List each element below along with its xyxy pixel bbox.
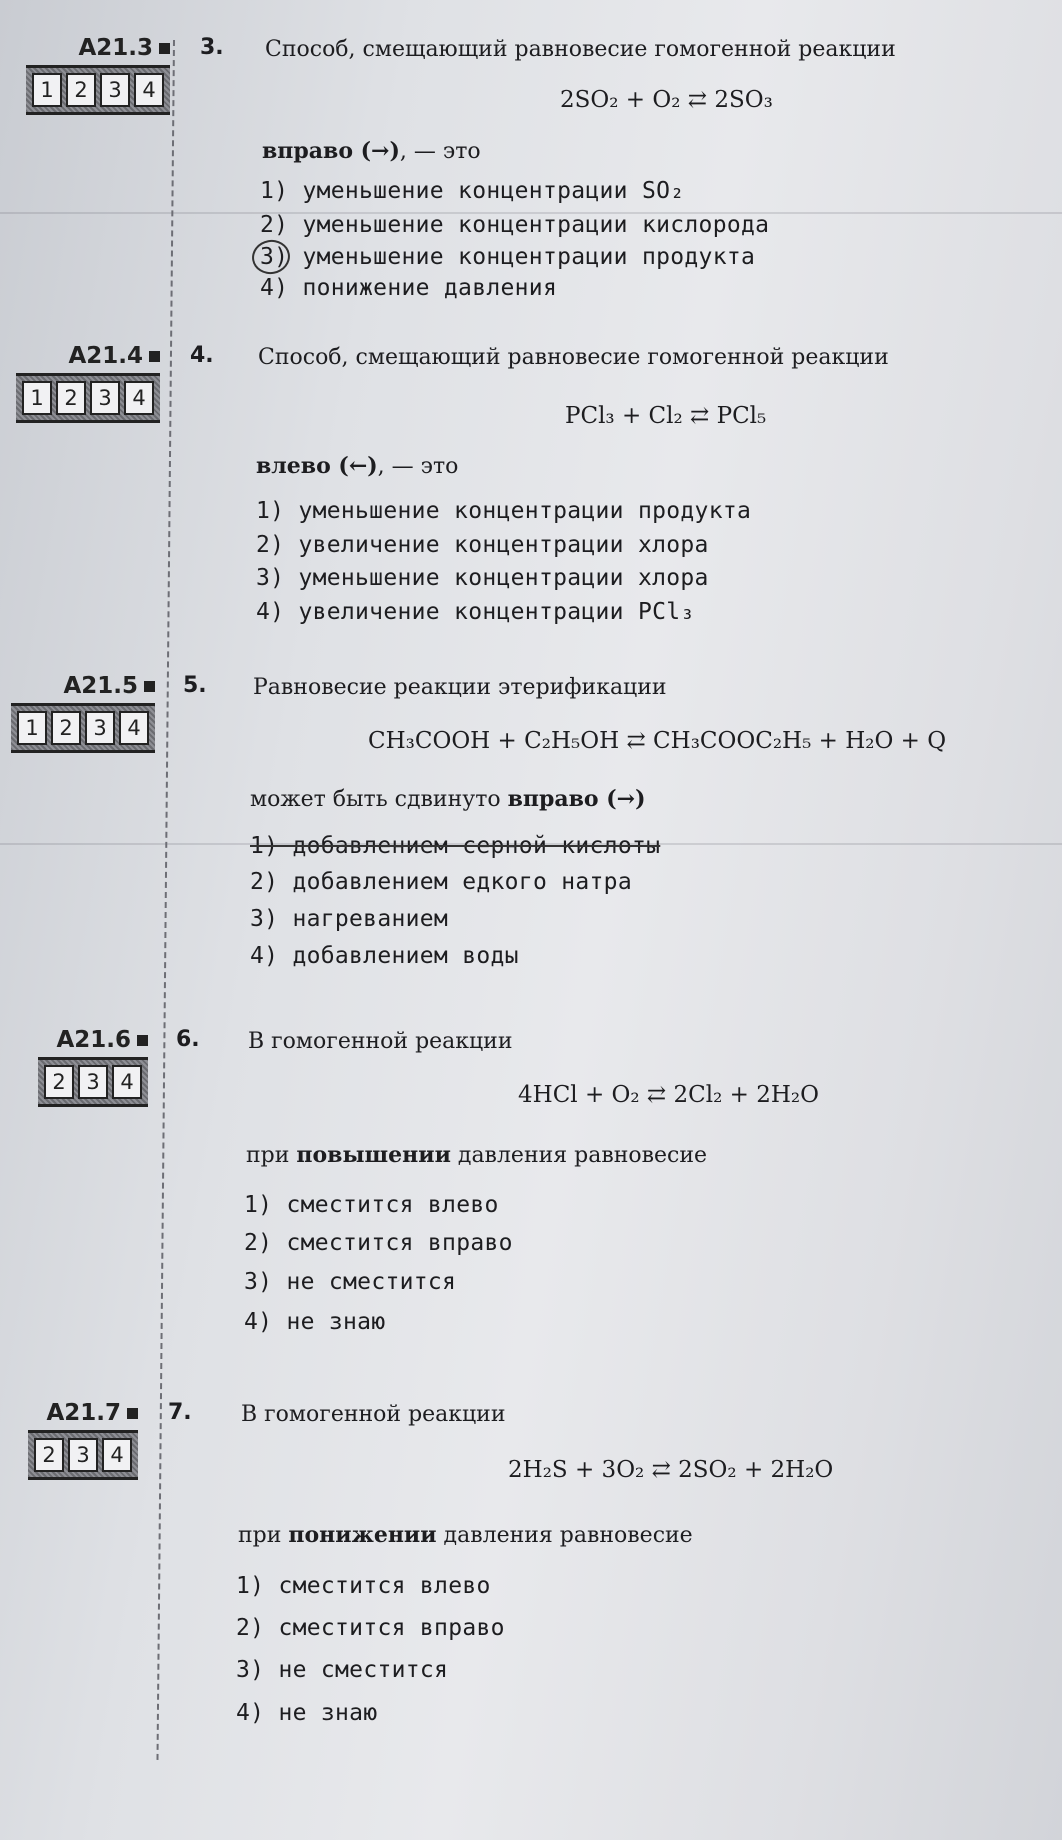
answer-option[interactable]: 1) сместится влево bbox=[244, 1192, 499, 1218]
answer-boxes bbox=[16, 373, 160, 423]
answer-option[interactable]: 1) уменьшение концентрации продукта bbox=[256, 498, 752, 524]
question-number: 5. bbox=[183, 673, 207, 698]
question-3 bbox=[0, 35, 1062, 315]
answer-box[interactable]: 4 bbox=[119, 711, 149, 745]
answer-option[interactable]: 1) сместится влево bbox=[236, 1573, 491, 1599]
answer-option[interactable]: 3) уменьшение концентрации продукта bbox=[260, 244, 756, 270]
direction-line: может быть сдвинуто вправо (→) bbox=[250, 786, 646, 812]
answer-option[interactable]: 2) уменьшение концентрации кислорода bbox=[260, 212, 770, 238]
answer-boxes bbox=[26, 65, 170, 115]
question-prompt: В гомогенной реакции bbox=[241, 1402, 506, 1427]
answer-option[interactable]: 4) не знаю bbox=[244, 1309, 386, 1335]
question-5 bbox=[0, 673, 1062, 973]
answer-option[interactable]: 3) не сместится bbox=[236, 1657, 449, 1683]
handwritten-circle-mark bbox=[249, 237, 292, 277]
answer-option[interactable]: 1) добавлением серной кислоты bbox=[250, 833, 661, 859]
question-code: A21.4 bbox=[68, 343, 160, 369]
answer-box[interactable]: 2 bbox=[51, 711, 81, 745]
answer-option[interactable]: 4) не знаю bbox=[236, 1700, 378, 1726]
answer-box[interactable]: 3 bbox=[78, 1065, 108, 1099]
question-7 bbox=[0, 1400, 1062, 1740]
question-number: 3. bbox=[200, 35, 224, 60]
question-code: A21.3 bbox=[78, 35, 170, 61]
answer-box[interactable]: 2 bbox=[66, 73, 96, 107]
answer-box[interactable]: 4 bbox=[134, 73, 164, 107]
answer-box[interactable]: 3 bbox=[90, 381, 120, 415]
answer-option[interactable]: 2) увеличение концентрации хлора bbox=[256, 532, 709, 558]
answer-option[interactable]: 3) не сместится bbox=[244, 1269, 457, 1295]
question-prompt: Способ, смещающий равновесие гомогенной реакции bbox=[265, 37, 896, 62]
answer-box[interactable]: 2 bbox=[34, 1438, 64, 1472]
reaction-equation: 2SO₂ + O₂ ⇄ 2SO₃ bbox=[560, 87, 773, 113]
question-prompt: Равновесие реакции этерификации bbox=[253, 675, 667, 700]
answer-box[interactable]: 1 bbox=[17, 711, 47, 745]
question-code: A21.5 bbox=[63, 673, 155, 699]
answer-box[interactable]: 4 bbox=[102, 1438, 132, 1472]
answer-box[interactable]: 3 bbox=[85, 711, 115, 745]
answer-box[interactable]: 1 bbox=[22, 381, 52, 415]
answer-option[interactable]: 3) уменьшение концентрации хлора bbox=[256, 565, 709, 591]
answer-option[interactable]: 1) уменьшение концентрации SO₂ bbox=[260, 178, 685, 204]
answer-option[interactable]: 3) нагреванием bbox=[250, 906, 449, 932]
direction-line: при понижении давления равновесие bbox=[238, 1522, 693, 1548]
question-4 bbox=[0, 343, 1062, 633]
answer-option[interactable]: 4) понижение давления bbox=[260, 275, 558, 301]
question-code: A21.6 bbox=[56, 1027, 148, 1053]
direction-line: вправо (→), — это bbox=[262, 138, 481, 164]
question-6 bbox=[0, 1027, 1062, 1347]
reaction-equation: 2H₂S + 3O₂ ⇄ 2SO₂ + 2H₂O bbox=[508, 1457, 834, 1483]
direction-line: при повышении давления равновесие bbox=[246, 1142, 708, 1168]
reaction-equation: PCl₃ + Cl₂ ⇄ PCl₅ bbox=[565, 403, 767, 429]
question-prompt: В гомогенной реакции bbox=[248, 1029, 513, 1054]
answer-option[interactable]: 4) увеличение концентрации PCl₃ bbox=[256, 599, 695, 625]
answer-option[interactable]: 4) добавлением воды bbox=[250, 943, 519, 969]
reaction-equation: 4HCl + O₂ ⇄ 2Cl₂ + 2H₂O bbox=[518, 1082, 819, 1108]
question-number: 4. bbox=[190, 343, 214, 368]
answer-box[interactable]: 4 bbox=[124, 381, 154, 415]
answer-box[interactable]: 2 bbox=[44, 1065, 74, 1099]
answer-box[interactable]: 3 bbox=[100, 73, 130, 107]
answer-box[interactable]: 3 bbox=[68, 1438, 98, 1472]
answer-option[interactable]: 2) сместится вправо bbox=[236, 1615, 505, 1641]
answer-boxes bbox=[11, 703, 155, 753]
answer-option[interactable]: 2) добавлением едкого натра bbox=[250, 869, 632, 895]
reaction-equation: CH₃COOH + C₂H₅OH ⇄ CH₃COOC₂H₅ + H₂O + Q bbox=[368, 728, 947, 754]
question-number: 7. bbox=[168, 1400, 192, 1425]
answer-box[interactable]: 2 bbox=[56, 381, 86, 415]
direction-line: влево (←), — это bbox=[256, 453, 459, 479]
answer-boxes bbox=[28, 1430, 138, 1480]
question-prompt: Способ, смещающий равновесие гомогенной реакции bbox=[258, 345, 889, 370]
answer-boxes bbox=[38, 1057, 148, 1107]
question-code: A21.7 bbox=[46, 1400, 138, 1426]
question-number: 6. bbox=[176, 1027, 200, 1052]
answer-option[interactable]: 2) сместится вправо bbox=[244, 1230, 513, 1256]
answer-box[interactable]: 4 bbox=[112, 1065, 142, 1099]
answer-box[interactable]: 1 bbox=[32, 73, 62, 107]
